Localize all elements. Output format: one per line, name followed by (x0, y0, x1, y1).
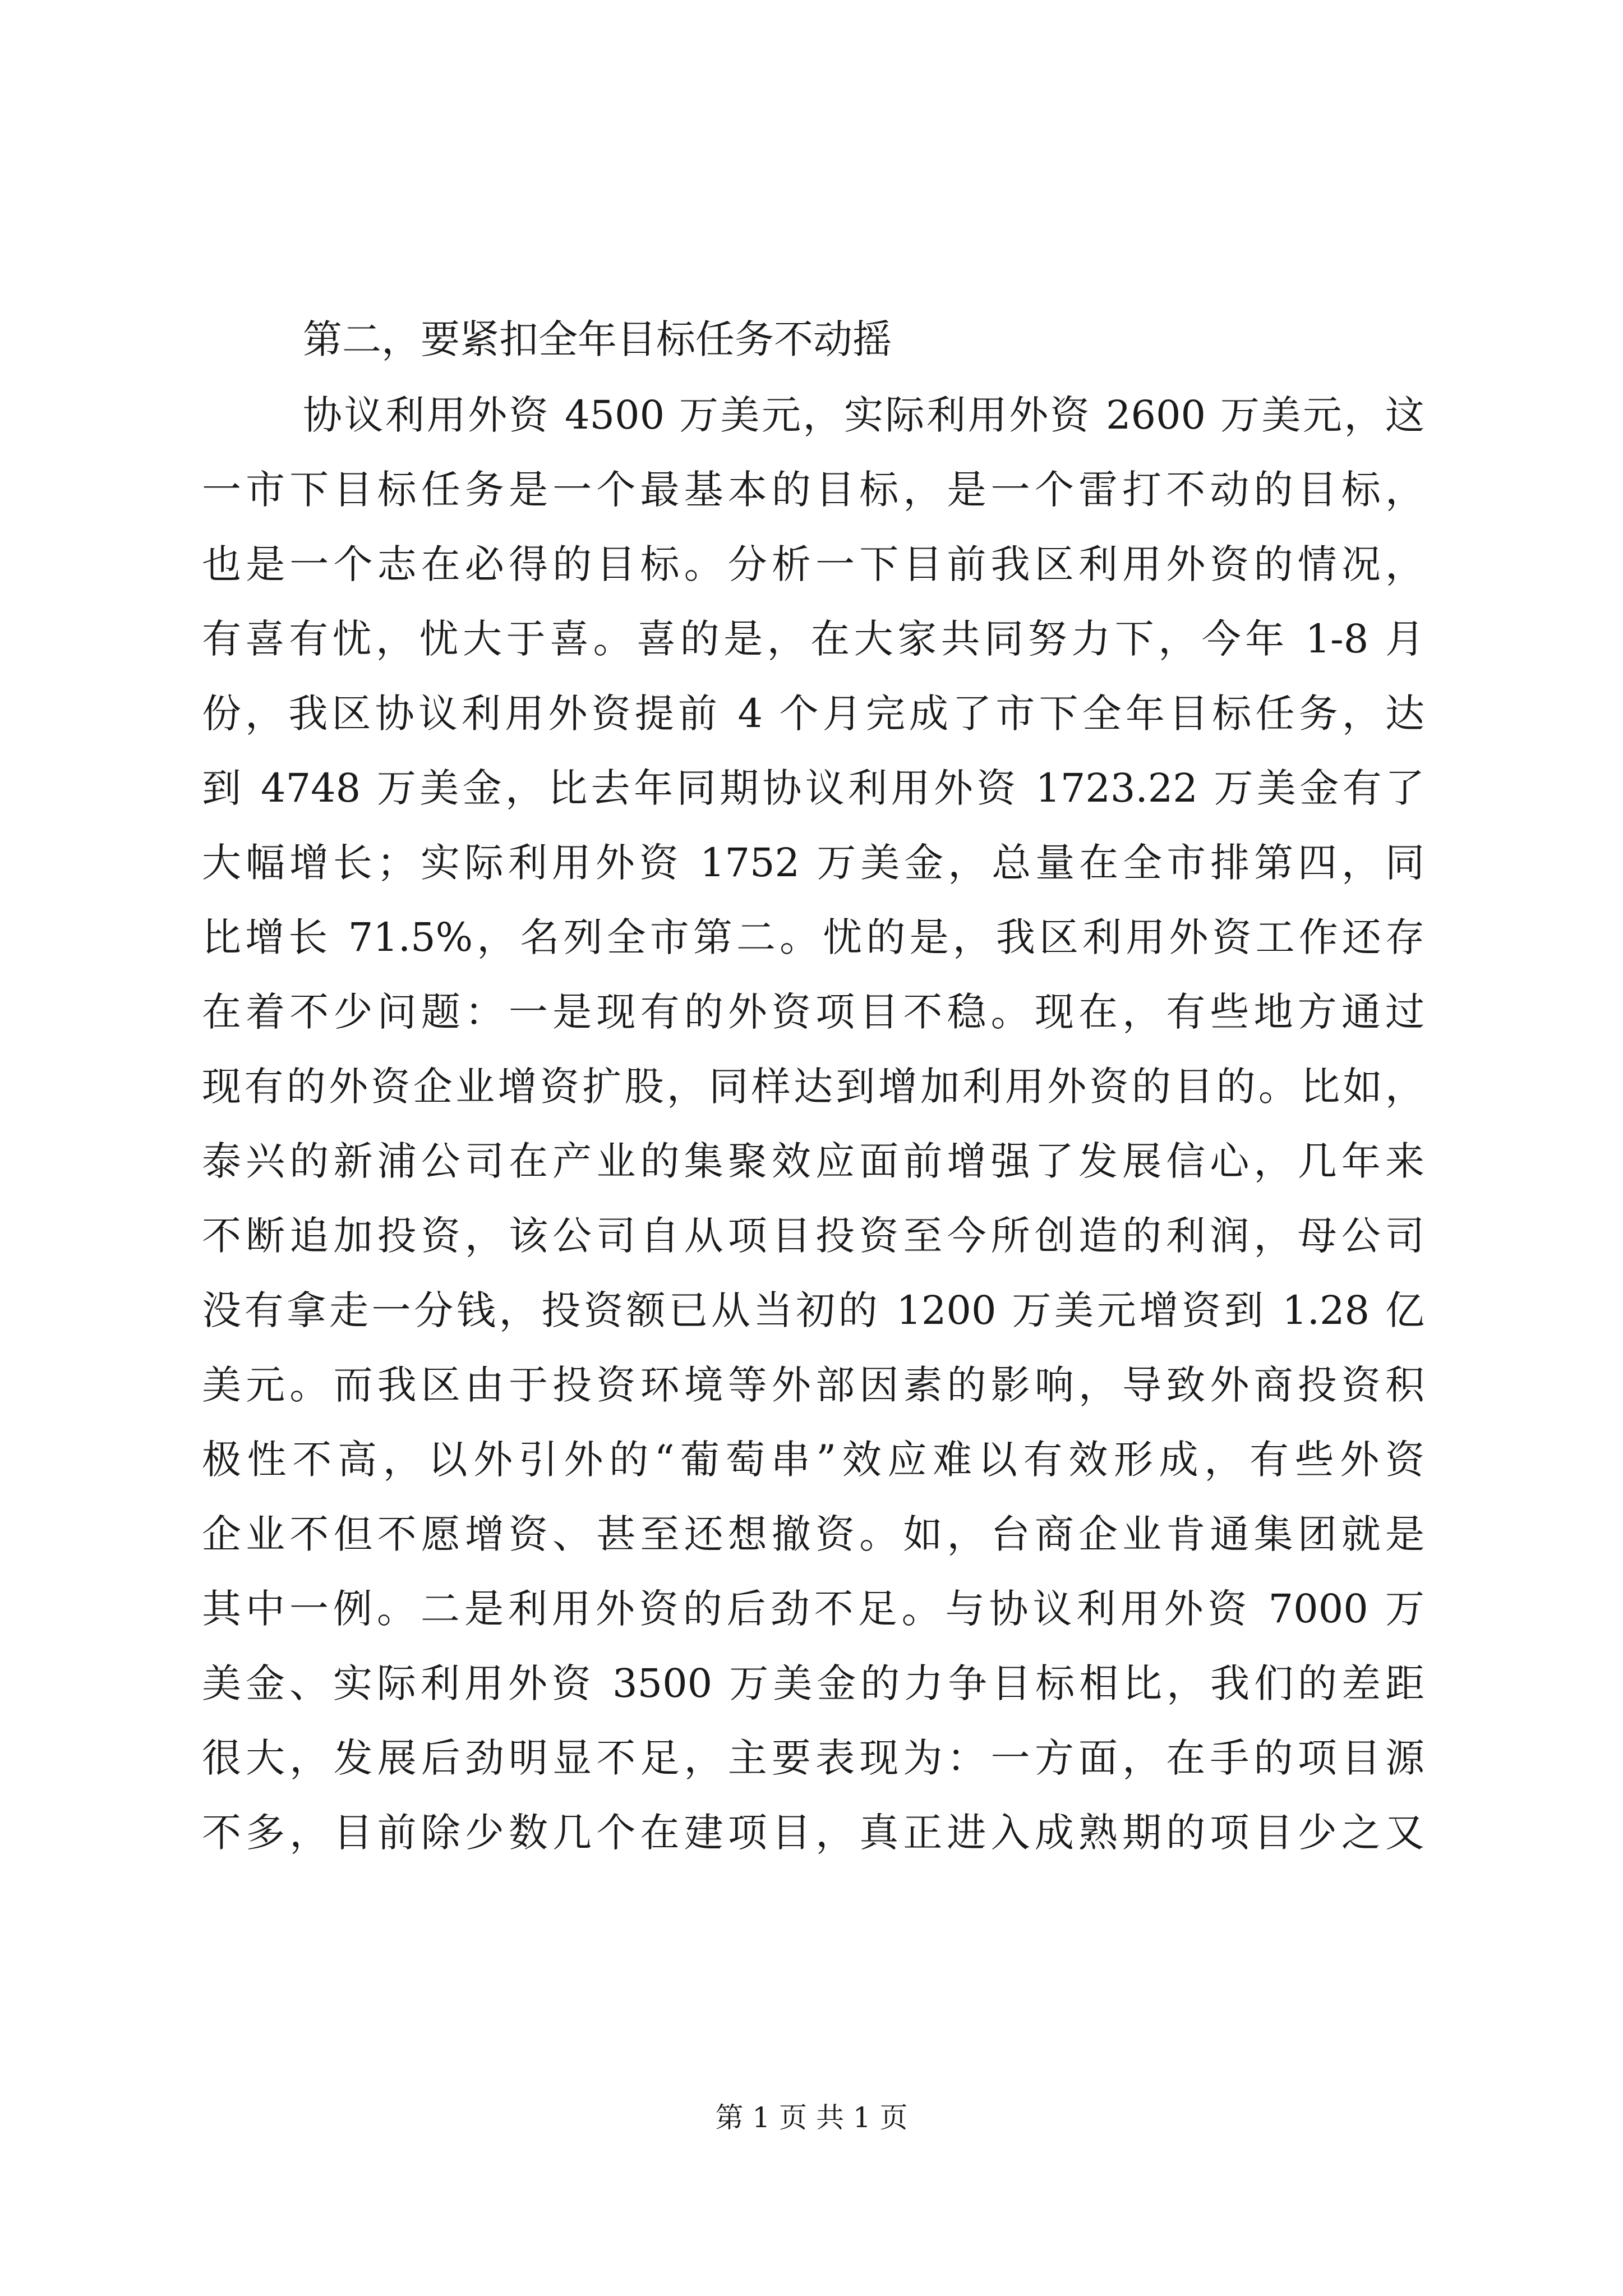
paragraph-line: 泰兴的新浦公司在产业的集聚效应面前增强了发展信心，几年来 (202, 1138, 1424, 1184)
paragraph-line: 大幅增长；实际利用外资 1752 万美金，总量在全市排第四，同 (202, 840, 1424, 886)
paragraph-line: 协议利用外资 4500 万美元，实际利用外资 2600 万美元，这 (303, 392, 1424, 438)
paragraph-line: 极性不高，以外引外的“葡萄串”效应难以有效形成，有些外资 (202, 1437, 1424, 1483)
section-heading: 第二，要紧扣全年目标任务不动摇 (303, 316, 892, 362)
page-footer: 第 1 页 共 1 页 (715, 2101, 908, 2134)
paragraph-line: 份，我区协议利用外资提前 4 个月完成了市下全年目标任务，达 (202, 691, 1424, 737)
paragraph-line: 企业不但不愿增资、甚至还想撤资。如，台商企业肯通集团就是 (202, 1511, 1424, 1557)
paragraph-line: 不断追加投资，该公司自从项目投资至今所创造的利润，母公司 (202, 1213, 1424, 1259)
paragraph-line: 一市下目标任务是一个最基本的目标，是一个雷打不动的目标， (202, 467, 1424, 513)
paragraph-line: 现有的外资企业增资扩股，同样达到增加利用外资的目的。比如， (202, 1064, 1424, 1110)
paragraph-line: 也是一个志在必得的目标。分析一下目前我区利用外资的情况， (202, 541, 1424, 587)
paragraph-line: 不多，目前除少数几个在建项目，真正进入成熟期的项目少之又 (202, 1810, 1424, 1856)
paragraph-line: 到 4748 万美金，比去年同期协议利用外资 1723.22 万美金有了 (202, 765, 1424, 811)
paragraph-line: 比增长 71.5%，名列全市第二。忧的是，我区利用外资工作还存 (202, 914, 1424, 960)
paragraph-line: 其中一例。二是利用外资的后劲不足。与协议利用外资 7000 万 (202, 1586, 1424, 1632)
paragraph-line: 在着不少问题：一是现有的外资项目不稳。现在，有些地方通过 (202, 989, 1424, 1035)
paragraph-line: 美元。而我区由于投资环境等外部因素的影响，导致外商投资积 (202, 1362, 1424, 1408)
paragraph-line: 很大，发展后劲明显不足，主要表现为：一方面，在手的项目源 (202, 1735, 1424, 1781)
paragraph-line: 没有拿走一分钱，投资额已从当初的 1200 万美元增资到 1.28 亿 (202, 1287, 1424, 1333)
paragraph-line: 有喜有忧，忧大于喜。喜的是，在大家共同努力下，今年 1-8 月 (202, 616, 1424, 662)
paragraph-line: 美金、实际利用外资 3500 万美金的力争目标相比，我们的差距 (202, 1660, 1424, 1706)
